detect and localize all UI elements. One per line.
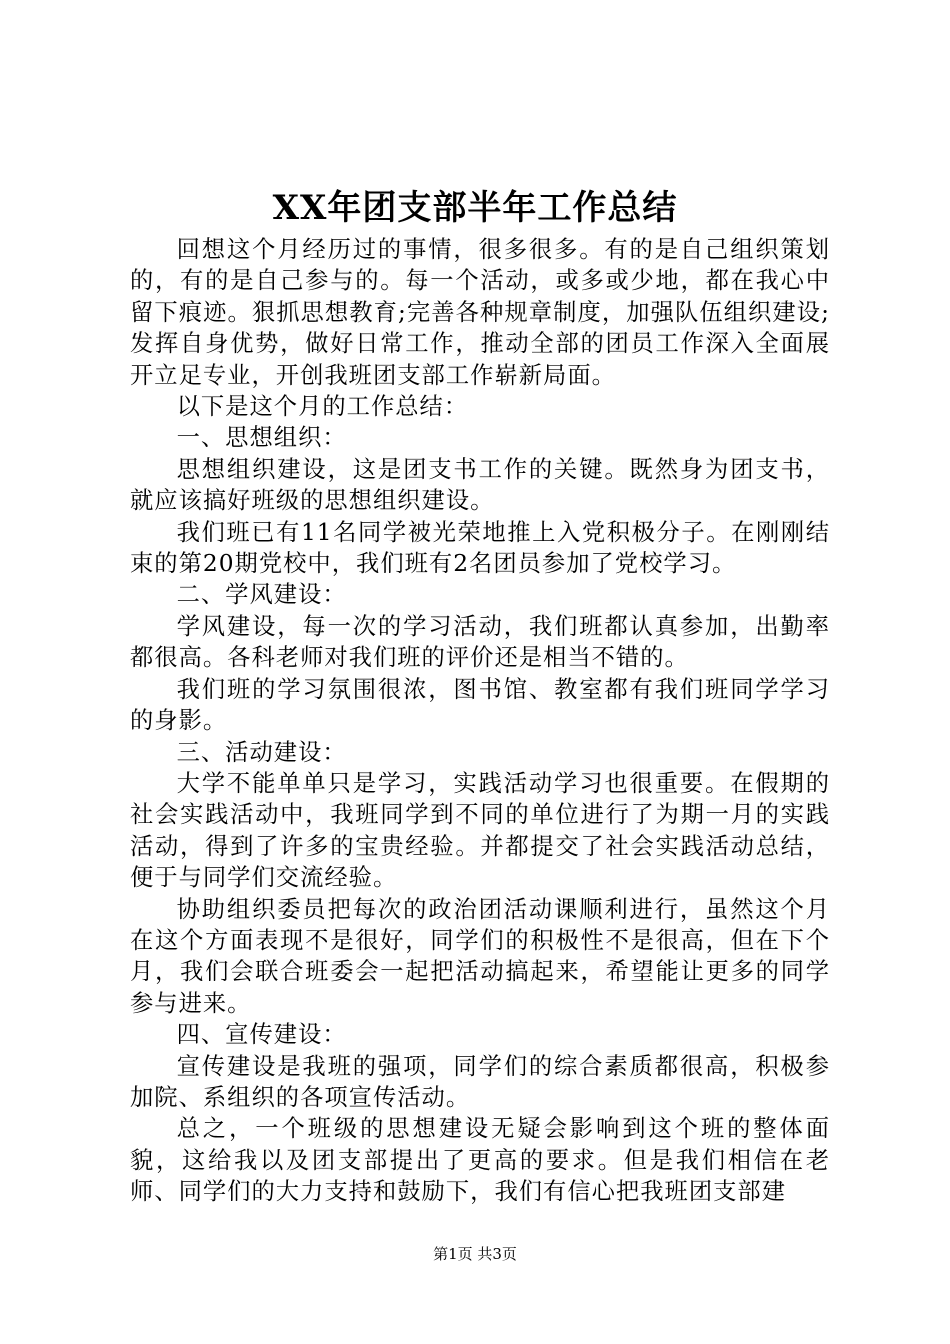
paragraph: 我们班的学习氛围很浓，图书馆、教室都有我们班同学学习的身影。 (130, 675, 830, 735)
paragraph: 以下是这个月的工作总结： (176, 393, 469, 421)
section-heading: 一、思想组织： (176, 424, 347, 452)
paragraph: 学风建设，每一次的学习活动，我们班都认真参加，出勤率都很高。各科老师对我们班的评价还是相当不错的。 (130, 612, 830, 672)
section-heading: 三、活动建设： (176, 738, 347, 766)
paragraph: 总之，一个班级的思想建设无疑会影响到这个班的整体面貌，这给我以及团支部提出了更高的要求。但是我们相信在老师、同学们的大力支持和鼓励下，我们有信心把我班团支部建 (130, 1115, 830, 1206)
document-title: XX年团支部半年工作总结 (272, 188, 678, 228)
page-footer: 第1页 共3页 (433, 1245, 517, 1263)
section-heading: 二、学风建设： (176, 581, 347, 609)
paragraph: 我们班已有11名同学被光荣地推上入党积极分子。在刚刚结束的第20期党校中，我们班有2名团员参加了党校学习。 (130, 518, 830, 578)
paragraph: 回想这个月经历过的事情，很多很多。有的是自己组织策划的，有的是自己参与的。每一个活动，或多或少地，都在我心中留下痕迹。狠抓思想教育;完善各种规章制度，加强队伍组织建设;发挥自身优势，做好日常工作，推动全部的团员工作深入全面展开立足专业，开创我班团支部工作崭新局面。 (130, 236, 830, 389)
paragraph: 宣传建设是我班的强项，同学们的综合素质都很高，积极参加院、系组织的各项宣传活动。 (130, 1052, 830, 1111)
section-heading: 四、宣传建设： (176, 1021, 347, 1049)
paragraph: 大学不能单单只是学习，实践活动学习也很重要。在假期的社会实践活动中，我班同学到不同的单位进行了为期一月的实践活动，得到了许多的宝贵经验。并都提交了社会实践活动总结，便于与同学们交流经验。 (130, 769, 830, 892)
document-body (130, 234, 830, 1208)
paragraph: 思想组织建设，这是团支书工作的关键。既然身为团支书，就应该搞好班级的思想组织建设。 (130, 455, 830, 515)
paragraph: 协助组织委员把每次的政治团活动课顺利进行，虽然这个月在这个方面表现不是很好，同学们的积极性不是很高，但在下个月，我们会联合班委会一起把活动搞起来，希望能让更多的同学参与进来。 (130, 895, 830, 1017)
